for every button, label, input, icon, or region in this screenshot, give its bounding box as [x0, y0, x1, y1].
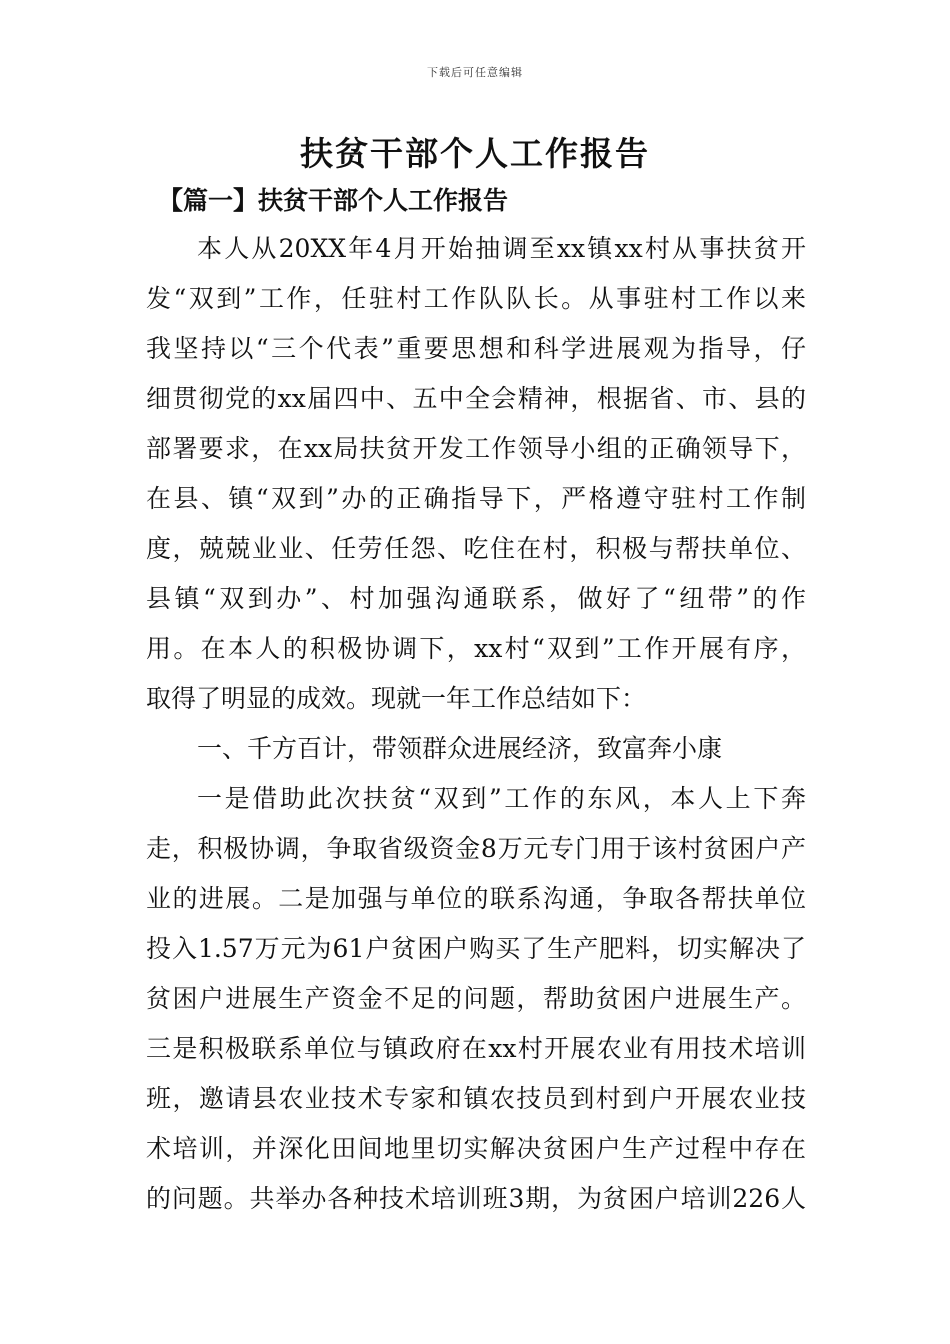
paragraph-line: 贫困户进展生产资金不足的问题，帮助贫困户进展生产。 [146, 984, 806, 1013]
header-note: 下载后可任意编辑 [427, 66, 523, 79]
paragraph-line: 投入1.57万元为61户贫困户购买了生产肥料，切实解决了 [146, 934, 806, 963]
subsection-heading: 一、千方百计，带领群众进展经济，致富奔小康 [197, 734, 723, 763]
paragraph-line: 县镇“双到办”、村加强沟通联系，做好了“纽带”的作 [146, 584, 806, 613]
paragraph-line: 业的进展。二是加强与单位的联系沟通，争取各帮扶单位 [146, 884, 806, 913]
paragraph-line: 细贯彻党的xx届四中、五中全会精神，根据省、市、县的 [146, 384, 806, 413]
paragraph-line: 班，邀请县农业技术专家和镇农技员到村到户开展农业技 [146, 1084, 806, 1113]
paragraph-line: 部署要求，在xx局扶贫开发工作领导小组的正确领导下， [146, 434, 806, 463]
paragraph-line: 在县、镇“双到”办的正确指导下，严格遵守驻村工作制 [146, 484, 806, 513]
paragraph-line: 我坚持以“三个代表”重要思想和科学进展观为指导，仔 [146, 334, 806, 363]
paragraph-line: 发“双到”工作，任驻村工作队队长。从事驻村工作以来 [146, 284, 806, 313]
paragraph-line: 用。在本人的积极协调下，xx村“双到”工作开展有序， [146, 634, 806, 663]
paragraph-line: 走，积极协调，争取省级资金8万元专门用于该村贫困户产 [146, 834, 806, 863]
section-heading: 【篇一】扶贫干部个人工作报告 [158, 186, 509, 215]
document-body [146, 224, 806, 1224]
document-title: 扶贫干部个人工作报告 [300, 134, 650, 173]
paragraph-line: 的问题。共举办各种技术培训班3期，为贫困户培训226人 [146, 1184, 806, 1213]
paragraph-line: 术培训，并深化田间地里切实解决贫困户生产过程中存在 [146, 1134, 806, 1163]
paragraph-line: 取得了明显的成效。现就一年工作总结如下： [146, 684, 647, 713]
paragraph-line: 三是积极联系单位与镇政府在xx村开展农业有用技术培训 [146, 1034, 806, 1063]
paragraph-line: 一是借助此次扶贫“双到”工作的东风，本人上下奔 [197, 784, 806, 813]
paragraph-line: 本人从20XX年4月开始抽调至xx镇xx村从事扶贫开 [197, 234, 806, 263]
paragraph-line: 度，兢兢业业、任劳任怨、吃住在村，积极与帮扶单位、 [146, 534, 806, 563]
